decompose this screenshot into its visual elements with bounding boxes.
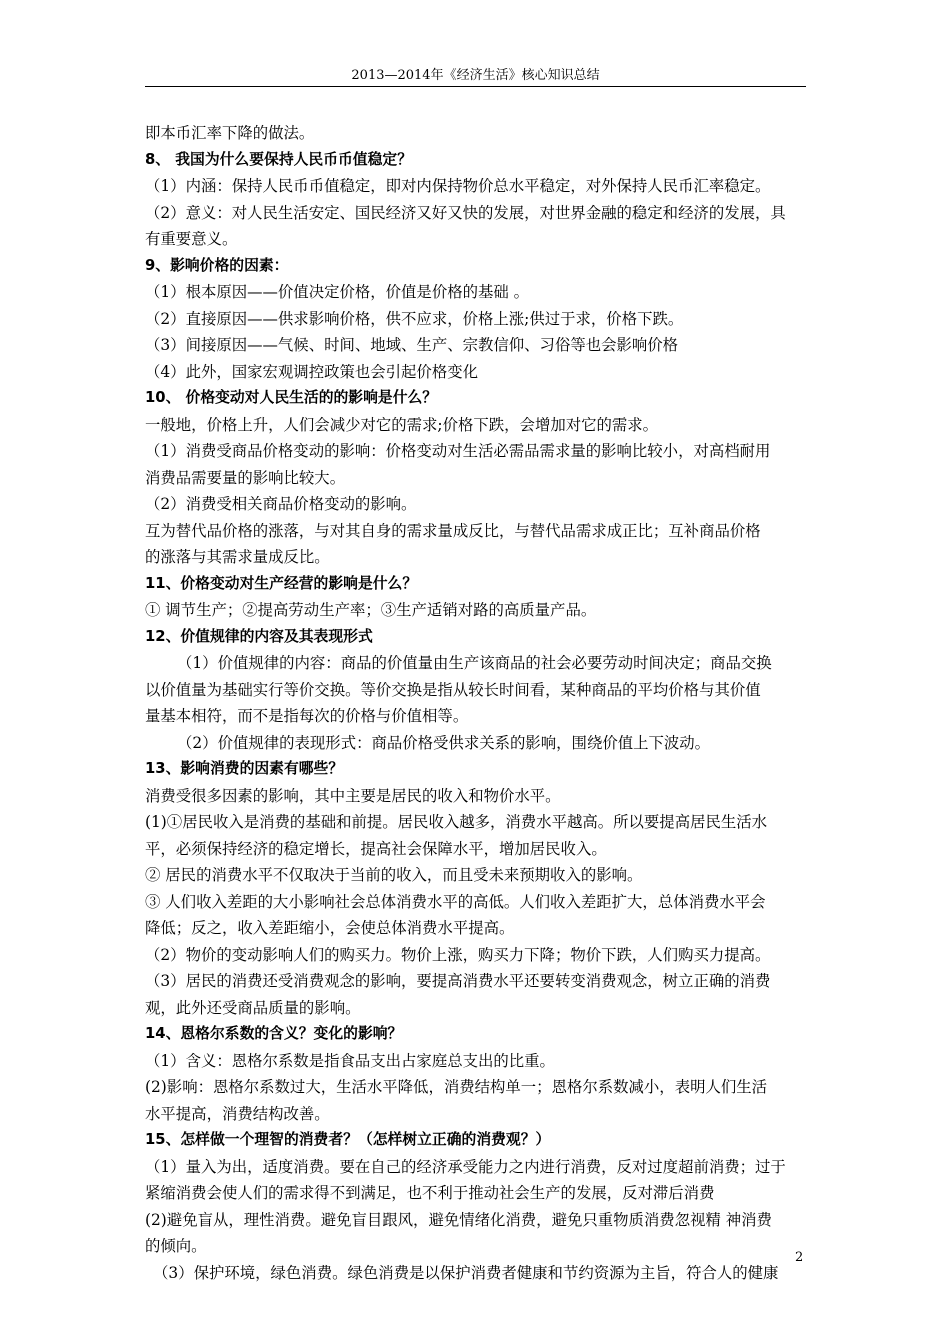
text-line: 有重要意义。: [145, 230, 238, 248]
text-line: （1）价值规律的内容：商品的价值量由生产该商品的社会必要劳动时间决定；商品交换: [177, 654, 772, 672]
text-line: （3）保护环境，绿色消费。绿色消费是以保护消费者健康和节约资源为主旨，符合人的健康: [153, 1263, 779, 1282]
text-line: (2)避免盲从，理性消费。避免盲目跟风，避免情绪化消费，避免只重物质消费忽视精 神消费: [145, 1210, 772, 1229]
text-line: 以价值量为基础实行等价交换。等价交换是指从较长时间看，某种商品的平均价格与其价值: [145, 680, 761, 699]
text-line: 紧缩消费会使人们的需求得不到满足，也不利于推动社会生产的发展，反对滞后消费: [145, 1184, 715, 1202]
text-line: （2）消费受相关商品价格变动的影响。: [145, 495, 417, 513]
text-line: （2）直接原因——供求影响价格，供不应求，价格上涨;供过于求，价格下跌。: [145, 309, 684, 328]
section-heading: 15、怎样做一个理智的消费者？（怎样树立正确的消费观？）: [145, 1131, 551, 1148]
text-line: （2）意义：对人民生活安定、国民经济又好又快的发展，对世界金融的稳定和经济的发展，具: [145, 203, 786, 222]
text-line: 消费受很多因素的影响，其中主要是居民的收入和物价水平。: [145, 786, 561, 805]
text-line: 的倾向。: [145, 1237, 207, 1255]
text-line: 降低；反之，收入差距缩小，会使总体消费水平提高。: [145, 919, 515, 937]
text-line: （3）间接原因——气候、时间、地域、生产、宗教信仰、习俗等也会影响价格: [145, 336, 679, 354]
section-heading: 13、影响消费的因素有哪些？: [145, 760, 344, 777]
text-line: （1）量入为出，适度消费。要在自己的经济承受能力之内进行消费，反对过度超前消费；过于: [145, 1157, 786, 1176]
text-line: （2）价值规律的表现形式：商品价格受供求关系的影响，围绕价值上下波动。: [177, 733, 711, 752]
section-heading: 10、 价格变动对人民生活的的影响是什么？: [145, 389, 438, 406]
text-line: 观，此外还受商品质量的影响。: [145, 998, 361, 1017]
document-body: [145, 120, 806, 1286]
text-line: (2)影响：恩格尔系数过大，生活水平降低，消费结构单一；恩格尔系数减小，表明人们生活: [145, 1078, 768, 1096]
text-line: 平，必须保持经济的稳定增长，提高社会保障水平，增加居民收入。: [145, 839, 607, 858]
page-number: 2: [795, 1250, 804, 1265]
text-line: （1）根本原因——价值决定价格，价值是价格的基础 。: [145, 283, 530, 301]
text-line: 水平提高，消费结构改善。: [145, 1104, 330, 1123]
text-line: 量基本相符，而不是指每次的价格与价值相等。: [145, 707, 469, 725]
text-line: （4）此外，国家宏观调控政策也会引起价格变化: [145, 362, 478, 381]
text-line: 消费品需要量的影响比较大。: [145, 468, 346, 487]
page-header: 2013—2014年《经济生活》核心知识总结: [145, 66, 806, 87]
text-line: （1）内涵：保持人民币币值稳定，即对内保持物价总水平稳定，对外保持人民币汇率稳定。: [145, 177, 771, 195]
text-line: 互为替代品价格的涨落，与对其自身的需求量成反比，与替代品需求成正比；互补商品价格: [145, 521, 761, 540]
text-line: 的涨落与其需求量成反比。: [145, 548, 330, 566]
section-heading: 9、影响价格的因素：: [145, 256, 289, 274]
text-line: 一般地，价格上升，人们会减少对它的需求;价格下跌，会增加对它的需求。: [145, 415, 659, 434]
text-line: （1）消费受商品价格变动的影响：价格变动对生活必需品需求量的影响比较小，对高档耐用: [145, 442, 771, 460]
text-line: ③ 人们收入差距的大小影响社会总体消费水平的高低。人们收入差距扩大，总体消费水平会: [145, 892, 766, 911]
text-line: (1)①居民收入是消费的基础和前提。居民收入越多，消费水平越高。所以要提高居民生活水: [145, 813, 768, 831]
text-line: （2）物价的变动影响人们的购买力。物价上涨，购买力下降；物价下跌，人们购买力提高。: [145, 945, 771, 964]
section-heading: 14、恩格尔系数的含义？变化的影响？: [145, 1025, 403, 1042]
text-line: ② 居民的消费水平不仅取决于当前的收入，而且受未来预期收入的影响。: [145, 866, 643, 884]
text-line: 即本币汇率下降的做法。: [145, 124, 315, 142]
text-line: ① 调节生产；②提高劳动生产率；③生产适销对路的高质量产品。: [145, 601, 597, 619]
section-heading: 8、 我国为什么要保持人民币币值稳定？: [145, 150, 412, 168]
text-line: （3）居民的消费还受消费观念的影响，要提高消费水平还要转变消费观念，树立正确的消费: [145, 972, 771, 990]
text-line: （1）含义：恩格尔系数是指食品支出占家庭总支出的比重。: [145, 1051, 555, 1070]
section-heading: 11、价格变动对生产经营的影响是什么？: [145, 574, 418, 592]
section-heading: 12、价值规律的内容及其表现形式: [145, 627, 373, 645]
